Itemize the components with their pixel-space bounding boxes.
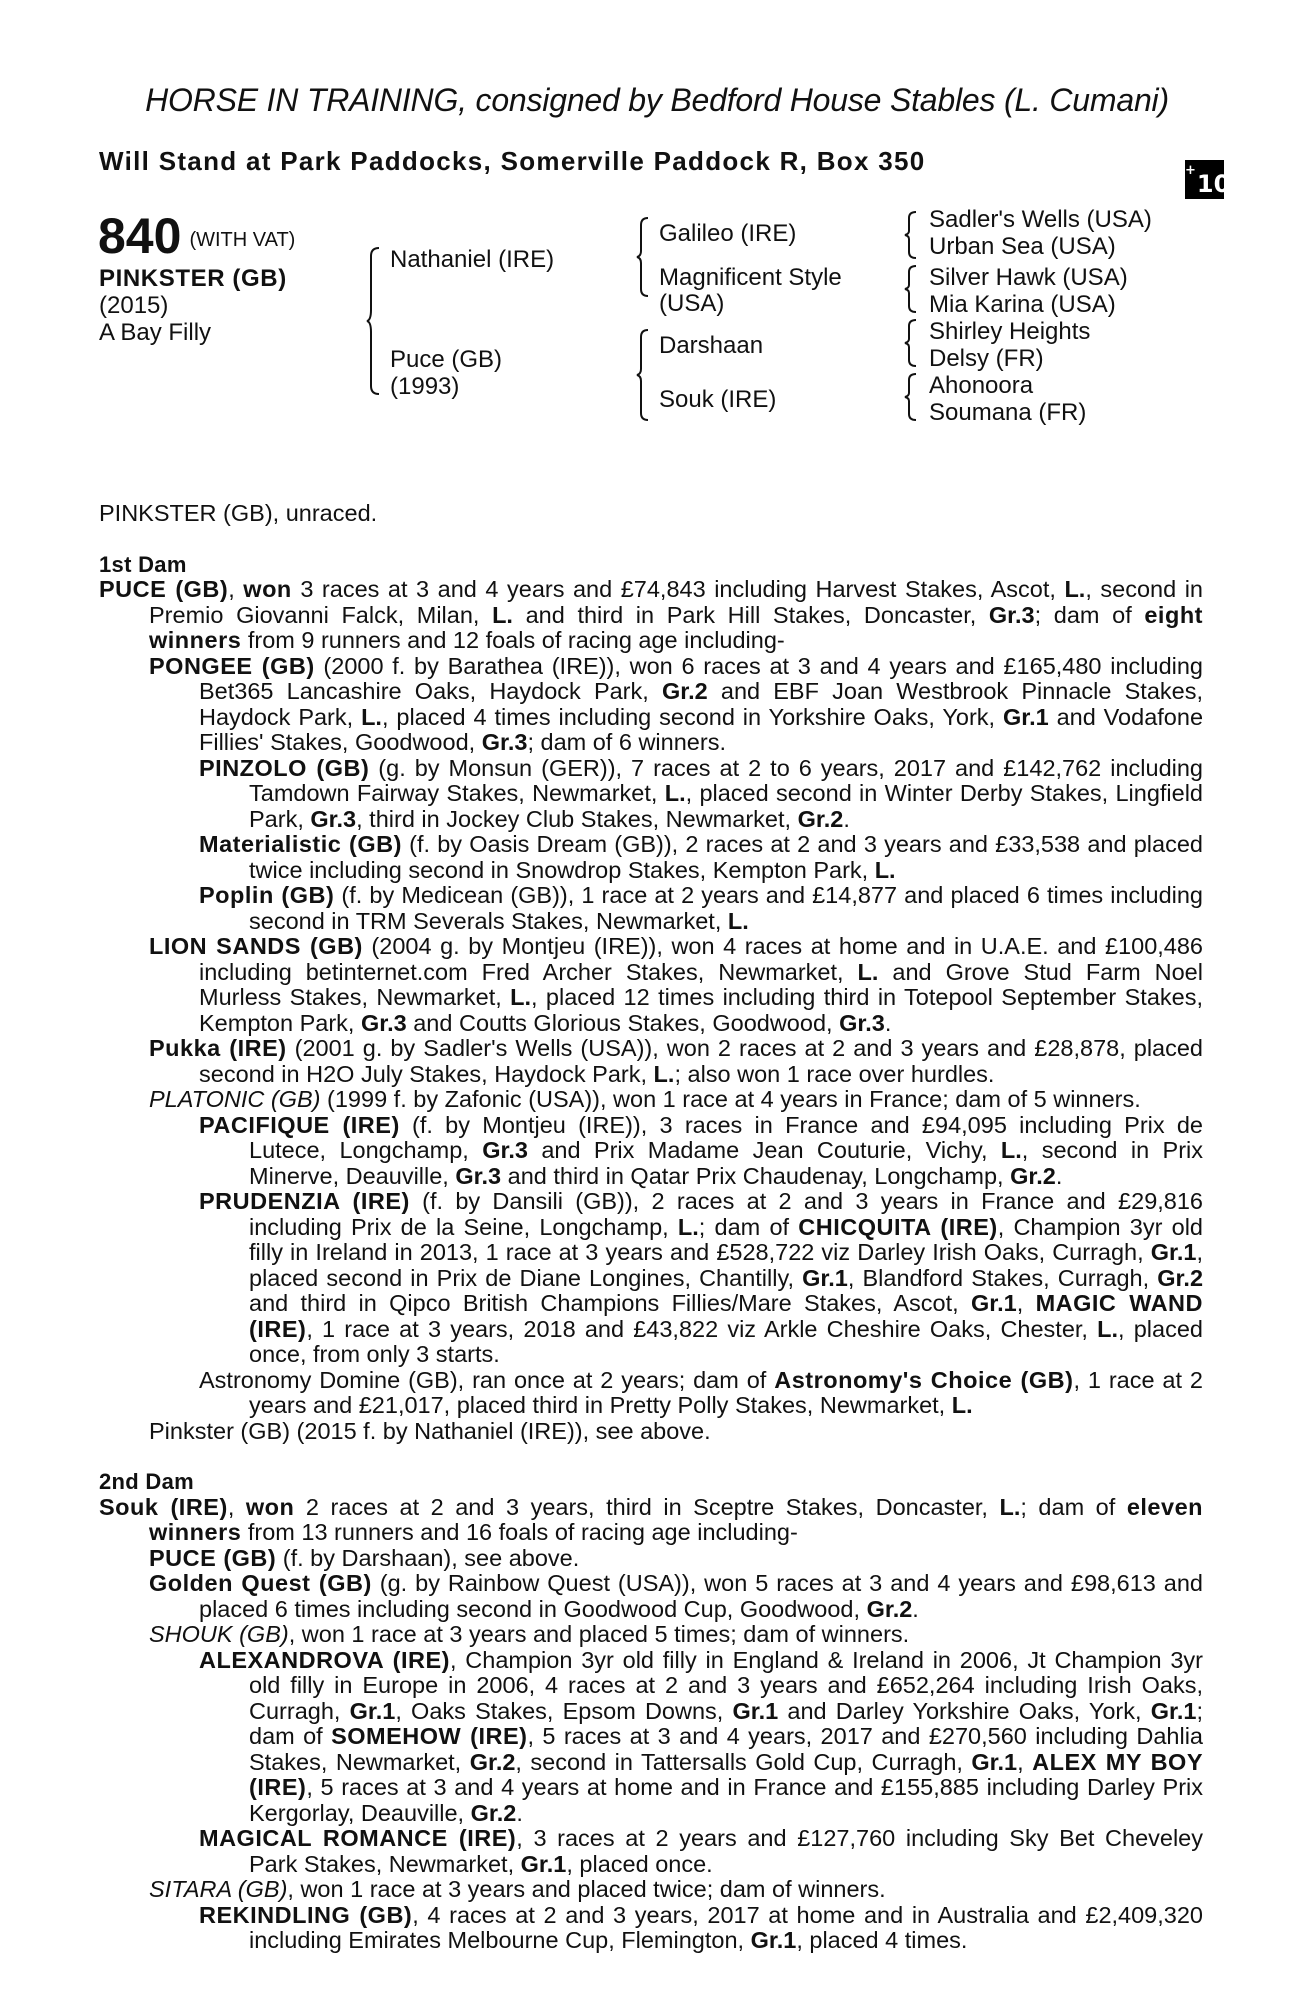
race-grade: Gr.2	[470, 1799, 517, 1826]
text-run: Astronomy Domine (GB), ran once at 2 years; dam of	[199, 1366, 775, 1393]
gg-sire-sire-dam: Urban Sea (USA)	[929, 233, 1116, 260]
text-run: 3 races at 3 and 4 years and £74,843 including Harvest Stakes, Ascot,	[291, 576, 1065, 602]
produce-entry	[99, 654, 1203, 756]
race-grade: Gr.3	[360, 1009, 407, 1036]
text-run: ; dam of	[1020, 1493, 1127, 1520]
text-run: , placed second in Winter Derby Stakes, Lingfield Park,	[249, 780, 1203, 832]
bold-name: Poplin (GB)	[199, 882, 335, 908]
race-grade: L.	[510, 984, 532, 1010]
bold-name: ALEX MY BOY (IRE)	[249, 1748, 1204, 1800]
badge-plus: +	[1185, 163, 1196, 178]
text-run: (f. by Darshaan), see above.	[276, 1544, 580, 1571]
bold-name: PUCE (GB)	[149, 1544, 277, 1571]
horse-year: (2015)	[99, 292, 169, 319]
race-grade: Gr.3	[455, 1162, 502, 1189]
dam-dam: Souk (IRE)	[659, 386, 777, 413]
race-grade: Gr.2	[1010, 1162, 1056, 1189]
sire-sire: Galileo (IRE)	[659, 220, 797, 247]
catalogue-body	[99, 501, 1203, 1954]
text-run: (2004 g. by Montjeu (IRE)), won 4 races at home and in U.A.E. and £100,486 including betinternet.com Fred Archer Stakes, Newmarket,	[199, 933, 1203, 985]
gg-sire-dam-sire: Silver Hawk (USA)	[929, 264, 1128, 291]
race-grade: L.	[874, 856, 896, 883]
horse-description: A Bay Filly	[99, 319, 212, 346]
text-run: from 13 runners and 16 foals of racing age including-	[241, 1519, 798, 1545]
grandproduce-entry	[99, 1113, 1203, 1190]
race-grade: Gr.1	[971, 1748, 1018, 1775]
bold-name: PRUDENZIA (IRE)	[199, 1188, 410, 1214]
bold-name: won	[243, 576, 292, 602]
bold-name: Materialistic (GB)	[199, 831, 402, 857]
text-run: , 3 races at 2 years and £127,760 including Sky Bet Cheveley Park Stakes, Newmarket,	[249, 1825, 1203, 1877]
text-run: ; dam of	[249, 1697, 1203, 1749]
race-grade: Gr.1	[1002, 703, 1049, 730]
text-run: , placed once.	[566, 1850, 713, 1877]
race-grade: L.	[1097, 1315, 1119, 1342]
race-grade: Gr.1	[520, 1850, 567, 1877]
produce-entry	[99, 1877, 1203, 1903]
bold-name: eight winners	[149, 601, 1203, 653]
vat-label: (WITH VAT)	[189, 229, 296, 251]
text-run: , placed 4 times including second in Yorkshire Oaks, York,	[381, 703, 1003, 730]
bold-name: PONGEE (GB)	[149, 652, 315, 679]
text-run: , 1 race at 3 years, 2018 and £43,822 viz Arkle Cheshire Oaks, Chester,	[306, 1315, 1098, 1342]
text-run: (f. by Montjeu (IRE)), 3 races in France and £94,095 including Prix de Lutece, Longchamp,	[249, 1111, 1203, 1163]
race-grade: Gr.3	[988, 601, 1035, 628]
text-run: , Champion 3yr old filly in Ireland in 2013, 1 race at 3 years and £528,722 viz Darley Irish Oaks, Curragh,	[249, 1213, 1203, 1265]
grandproduce-entry	[99, 1826, 1203, 1877]
text-run: , 4 races at 2 and 3 years, 2017 at home and in Australia and £2,409,320 including Emirates Melbourne Cup, Flemington,	[249, 1901, 1203, 1953]
text-run: ,	[1016, 1290, 1036, 1316]
grandproduce-entry	[99, 756, 1203, 833]
race-grade: Gr.2	[469, 1748, 516, 1775]
race-grade: L.	[677, 1213, 699, 1240]
text-run: , 1 race at 2 years and £21,017, placed third in Pretty Polly Stakes, Newmarket,	[249, 1366, 1203, 1418]
sire-dam-line2: (USA)	[659, 290, 725, 317]
gg-bracket-2	[904, 264, 918, 314]
text-run: , placed once, from only 3 starts.	[249, 1315, 1203, 1367]
gg-dam-dam-sire: Ahonoora	[929, 372, 1034, 399]
race-grade: Gr.3	[310, 805, 357, 832]
text-run: and Grove Stud Farm Noel Murless Stakes, Newmarket,	[199, 958, 1203, 1010]
race-grade: L.	[727, 907, 749, 934]
grandproduce-entry	[99, 1189, 1203, 1368]
text-run: ,	[228, 576, 244, 602]
text-run: , placed second in Prix de Diane Longines, Chantilly,	[249, 1239, 1203, 1291]
bold-name: PINZOLO (GB)	[199, 754, 370, 781]
text-run: and Coutts Glorious Stakes, Goodwood,	[406, 1009, 840, 1036]
race-grade: Gr.1	[802, 1264, 848, 1291]
produce-entry	[99, 1419, 1203, 1445]
race-grade: L.	[857, 958, 879, 985]
text-run: , second in Prix Minerve, Deauville,	[249, 1137, 1204, 1189]
gg-sire-dam-dam: Mia Karina (USA)	[929, 291, 1116, 318]
italic-name: SHOUK (GB)	[149, 1621, 289, 1647]
gg-dam-sire-sire: Shirley Heights	[929, 318, 1091, 345]
text-run: , second in Premio Giovanni Falck, Milan,	[149, 576, 1203, 628]
text-run: (f. by Oasis Dream (GB)), 2 races at 2 and 3 years and £33,538 and placed twice including second in Snowdrop Stakes, Kempton Park,	[249, 831, 1203, 883]
bold-name: Golden Quest (GB)	[149, 1570, 372, 1596]
text-run: and third in Qatar Prix Chaudenay, Longchamp,	[501, 1162, 1011, 1189]
race-grade: Gr.3	[481, 729, 528, 755]
bold-name: eleven winners	[149, 1493, 1203, 1545]
text-run: ,	[227, 1493, 246, 1520]
second-dam-entry	[99, 1495, 1203, 1546]
text-run: , Oaks Stakes, Epsom Downs,	[395, 1697, 733, 1724]
race-grade: L.	[492, 601, 513, 628]
text-run: (g. by Monsun (GER)), 7 races at 2 to 6 years, 2017 and £142,762 including Tamdown Fairway Stakes, Newmarket,	[249, 754, 1203, 806]
sire-parents-bracket	[636, 216, 650, 298]
dam-year: (1993)	[390, 373, 460, 400]
bold-name: Pukka (IRE)	[149, 1035, 287, 1061]
gg-bracket-1	[904, 210, 918, 260]
bold-name: Astronomy's Choice (GB)	[774, 1366, 1074, 1393]
race-grade: Gr.1	[750, 1927, 797, 1953]
race-grade: Gr.3	[839, 1009, 885, 1036]
text-run: and Darley Yorkshire Oaks, York,	[778, 1697, 1151, 1724]
gg-dam-sire-dam: Delsy (FR)	[929, 345, 1044, 372]
bold-name: MAGIC WAND (IRE)	[249, 1290, 1204, 1342]
grandproduce-entry	[99, 1903, 1203, 1954]
sire: Nathaniel (IRE)	[390, 246, 555, 273]
text-run: ; dam of	[698, 1213, 799, 1240]
produce-entry	[99, 934, 1203, 1036]
race-grade: Gr.1	[1150, 1239, 1197, 1265]
bold-name: REKINDLING (GB)	[199, 1901, 413, 1928]
gg-bracket-4	[904, 372, 918, 422]
badge-number: 10	[1196, 170, 1231, 198]
race-grade: Gr.1	[349, 1697, 396, 1724]
text-run: , Blandford Stakes, Curragh,	[847, 1264, 1158, 1291]
race-grade: L.	[653, 1060, 675, 1087]
dam-sire: Darshaan	[659, 332, 764, 359]
gg-sire-sire-sire: Sadler's Wells (USA)	[929, 206, 1152, 233]
text-run: , won 1 race at 3 years and placed twice; dam of winners.	[287, 1876, 886, 1902]
race-grade: L.	[1000, 1137, 1022, 1163]
race-grade: Gr.1	[732, 1697, 779, 1724]
grandproduce-entry	[99, 883, 1203, 934]
text-run: and third in Qipco British Champions Fillies/Mare Stakes, Ascot,	[249, 1290, 971, 1316]
text-run: 2 races at 2 and 3 years, third in Sceptre Stakes, Doncaster,	[294, 1493, 1000, 1520]
gg-dam-dam-dam: Soumana (FR)	[929, 399, 1087, 426]
sire-dam-bracket	[366, 246, 382, 396]
bold-name: PACIFIQUE (IRE)	[199, 1111, 400, 1138]
race-grade: Gr.3	[482, 1137, 528, 1163]
race-grade: L.	[951, 1392, 973, 1418]
text-run: and Prix Madame Jean Couturie, Vichy,	[527, 1137, 1001, 1163]
text-run: (2001 g. by Sadler's Wells (USA)), won 2 races at 2 and 3 years and £28,878, placed second in H2O July Stakes, Haydock Park,	[199, 1035, 1204, 1087]
race-grade: L.	[1064, 576, 1086, 602]
text-run: ; dam of 6 winners.	[527, 729, 726, 755]
bold-name: Souk (IRE)	[99, 1493, 228, 1520]
text-run: , won 1 race at 3 years and placed 5 times; dam of winners.	[288, 1621, 910, 1647]
text-run: , third in Jockey Club Stakes, Newmarket,	[356, 805, 798, 832]
second-dam-heading: 2nd Dam	[99, 1469, 195, 1494]
bold-name: LION SANDS (GB)	[149, 933, 363, 959]
bold-name: won	[245, 1493, 295, 1520]
race-grade: Gr.1	[1150, 1697, 1197, 1724]
produce-entry	[99, 1036, 1203, 1087]
text-run: , second in Tattersalls Gold Cup, Curragh,	[515, 1748, 972, 1775]
text-run: (2000 f. by Barathea (IRE)), won 6 races at 3 and 4 years and £165,480 including Bet365 Lancashire Oaks, Haydock Park,	[199, 652, 1203, 704]
text-run: and third in Park Hill Stakes, Doncaster,	[512, 601, 989, 628]
first-dam-entry	[99, 577, 1203, 654]
horse-name: PINKSTER (GB)	[99, 265, 287, 292]
italic-name: SITARA (GB)	[149, 1876, 288, 1902]
page-title: HORSE IN TRAINING, consigned by Bedford House Stables (L. Cumani)	[145, 82, 1169, 118]
sire-dam-line1: Magnificent Style	[659, 264, 842, 291]
dam: Puce (GB)	[390, 346, 503, 373]
produce-entry	[99, 1622, 1203, 1648]
stand-location: Will Stand at Park Paddocks, Somerville Paddock R, Box 350	[99, 146, 926, 176]
text-run: , placed 4 times.	[796, 1927, 968, 1953]
text-run: .	[843, 805, 850, 832]
race-grade: Gr.2	[661, 678, 708, 704]
text-run: (f. by Dansili (GB)), 2 races at 2 and 3 years in France and £29,816 including Prix de la Seine, Longchamp,	[249, 1188, 1203, 1240]
race-summary: PINKSTER (GB), unraced.	[99, 500, 378, 526]
race-grade: Gr.2	[866, 1595, 913, 1622]
produce-entry	[99, 1571, 1203, 1622]
race-grade: Gr.1	[971, 1290, 1017, 1316]
produce-entry	[99, 1546, 1203, 1572]
bold-name: SOMEHOW (IRE)	[331, 1723, 528, 1749]
text-run: ; dam of	[1034, 601, 1145, 628]
lot-badge	[1185, 160, 1231, 199]
race-grade: Gr.2	[1157, 1264, 1204, 1291]
text-run: (1999 f. by Zafonic (USA)), won 1 race at 4 years in France; dam of 5 winners.	[320, 1086, 1141, 1112]
text-run: from 9 runners and 12 foals of racing age including-	[241, 627, 785, 653]
text-run: .	[1055, 1162, 1063, 1189]
text-run: and EBF Joan Westbrook Pinnacle Stakes, Haydock Park,	[199, 678, 1204, 730]
grandproduce-entry	[99, 1368, 1203, 1419]
italic-name: PLATONIC (GB)	[149, 1086, 321, 1112]
text-run: , Champion 3yr old filly in England & Ireland in 2006, Jt Champion 3yr old filly in Europe in 2006, 4 races at 2 and 3 years and £652,264 including Irish Oaks, Curragh,	[249, 1646, 1203, 1724]
bold-name: MAGICAL ROMANCE (IRE)	[199, 1825, 517, 1851]
text-run: .	[912, 1595, 919, 1622]
gg-bracket-3	[904, 318, 918, 368]
race-grade: L.	[664, 780, 686, 806]
text-run: .	[516, 1799, 523, 1826]
race-grade: L.	[361, 703, 382, 730]
lot-number: 840	[98, 208, 182, 264]
text-run: (f. by Medicean (GB)), 1 race at 2 years and £14,877 and placed 6 times including second in TRM Severals Stakes, Newmarket,	[249, 882, 1204, 934]
text-run: Pinkster (GB) (2015 f. by Nathaniel (IRE)), see above.	[149, 1417, 711, 1444]
dam-parents-bracket	[636, 328, 650, 422]
text-run: , 5 races at 3 and 4 years, 2017 and £270,560 including Dahlia Stakes, Newmarket,	[249, 1723, 1203, 1775]
text-run: ,	[1017, 1748, 1033, 1775]
bold-name: ALEXANDROVA (IRE)	[199, 1646, 450, 1673]
grandproduce-entry	[99, 1648, 1203, 1827]
race-grade: Gr.2	[797, 805, 844, 832]
bold-name: CHICQUITA (IRE)	[798, 1213, 998, 1240]
text-run: , placed 12 times including third in Totepool September Stakes, Kempton Park,	[199, 984, 1203, 1036]
produce-entry	[99, 1087, 1203, 1113]
grandproduce-entry	[99, 832, 1203, 883]
first-dam-heading: 1st Dam	[99, 551, 187, 577]
race-grade: L.	[999, 1493, 1021, 1520]
text-run: (g. by Rainbow Quest (USA)), won 5 races at 3 and 4 years and £98,613 and placed 6 times including second in Goodwood Cup, Goodwood,	[199, 1570, 1204, 1622]
text-run: ; also won 1 race over hurdles.	[674, 1060, 995, 1087]
text-run: .	[884, 1009, 892, 1036]
bold-name: PUCE (GB)	[99, 576, 229, 602]
text-run: and Vodafone Fillies' Stakes, Goodwood,	[199, 703, 1204, 755]
text-run: , 5 races at 3 and 4 years at home and in France and £155,885 including Darley Prix Kergorlay, Deauville,	[249, 1774, 1203, 1826]
